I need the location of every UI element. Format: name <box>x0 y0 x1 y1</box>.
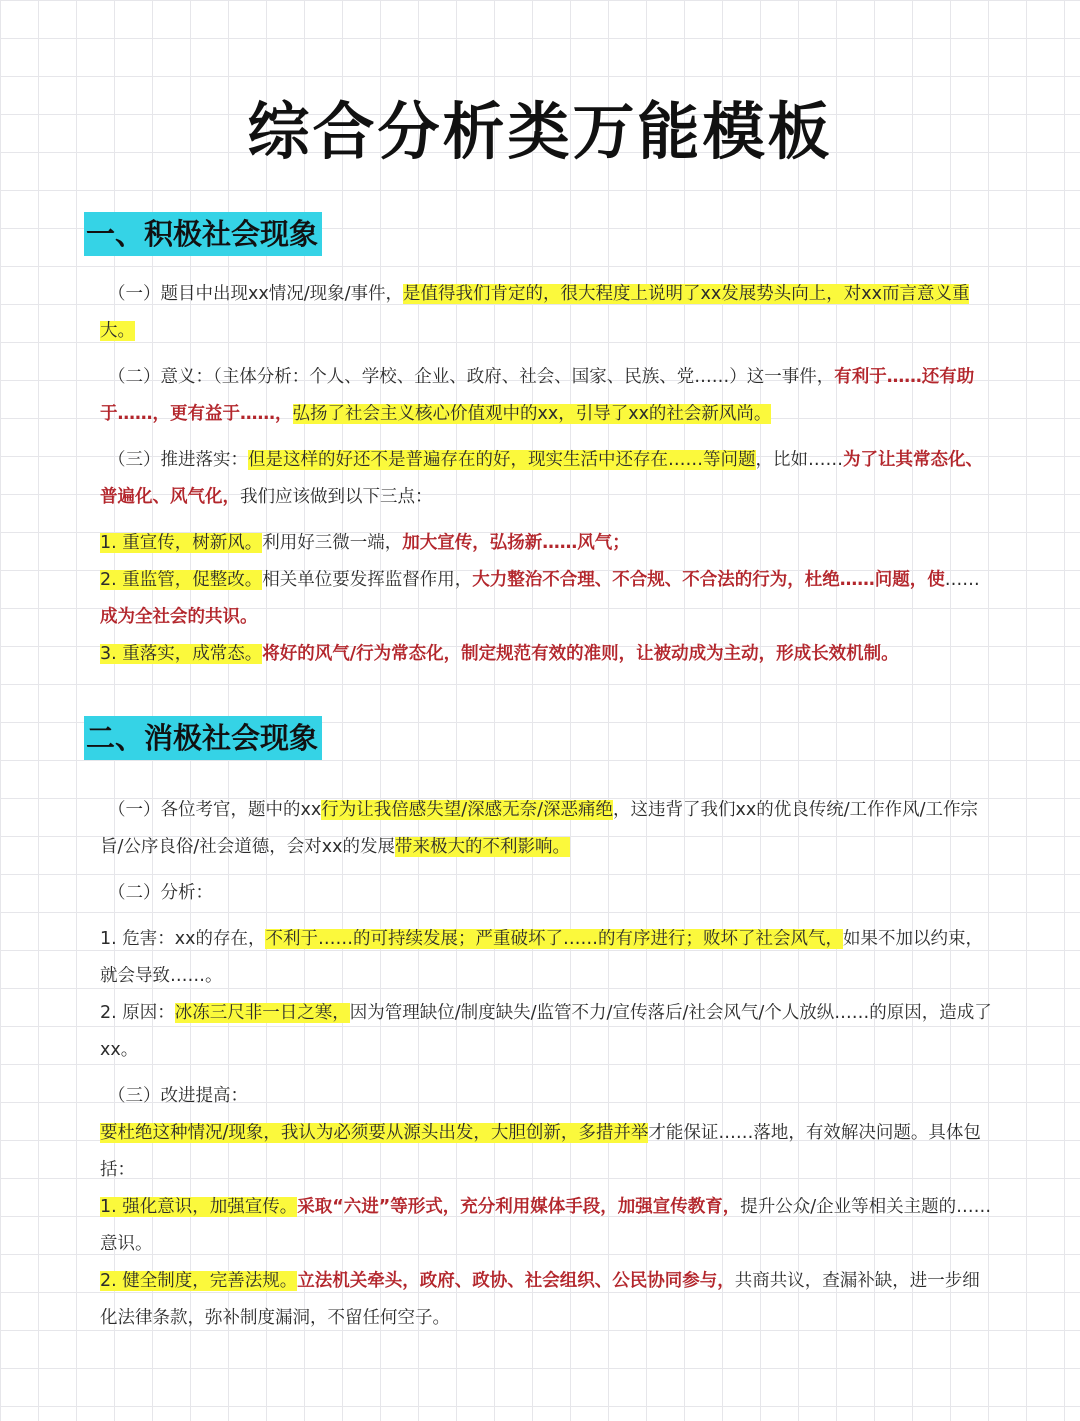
emphasis-run: 为了让其常态化、普遍化、风气化， <box>100 450 983 507</box>
section2-measure-item-2 <box>100 1263 995 1337</box>
text-run: （二）分析： <box>108 883 213 903</box>
section2-paragraph-3 <box>100 1078 995 1115</box>
highlight-run: 带来极大的不利影响。 <box>395 837 571 857</box>
emphasis-run: 成为全社会的共识。 <box>100 607 258 627</box>
section2-measure-item-1 <box>100 1189 995 1263</box>
highlight-run: 冰冻三尺非一日之寒， <box>174 1003 350 1023</box>
text-run: （一）题目中出现xx情况/现象/事件， <box>108 284 404 304</box>
text-run: 利用好三微一端， <box>262 533 403 553</box>
emphasis-run: 立法机关牵头，政府、政协、社会组织、公民协同参与， <box>297 1271 735 1291</box>
text-run: 我们应该做到以下三点： <box>240 487 433 507</box>
text-run: 共商共议，查漏补缺，进一步细化法律条款，弥补制度漏洞，不留任何空子。 <box>100 1271 980 1328</box>
section2-paragraph-4 <box>100 1115 995 1189</box>
section2-paragraph-2 <box>100 875 995 912</box>
highlight-run: 1. 重宣传，树新风。 <box>100 533 263 553</box>
text-run: …… <box>944 570 980 590</box>
text-run: ，这违背了我们xx的优良传统/工作作风/工作宗旨/公序良俗/社会道德，会对xx的发展 <box>100 800 979 857</box>
emphasis-run: 将好的风气/行为常态化，制定规范有效的准则，让被动成为主动，形成长效机制。 <box>262 644 899 664</box>
section2-body <box>100 792 995 1337</box>
emphasis-run: 采取“六进”等形式，充分利用媒体手段，加强宣传教育， <box>297 1197 741 1217</box>
section1-list-item-2 <box>100 562 995 636</box>
section1-paragraph-1 <box>100 276 995 350</box>
section1-body <box>100 276 995 682</box>
section2-analysis-item-2 <box>100 995 995 1069</box>
text-run: 如果不加以约束，就会导致……。 <box>100 929 983 986</box>
section-heading-negative: 二、消极社会现象 <box>84 716 322 760</box>
highlight-run: 2. 健全制度，完善法规。 <box>100 1271 298 1291</box>
emphasis-run: 加大宣传，弘扬新……风气； <box>402 533 630 553</box>
section2-paragraph-1 <box>100 792 995 866</box>
highlight-run: 但是这样的好还不是普遍存在的好，现实生活中还存在……等问题 <box>248 450 756 470</box>
text-run: （一）各位考官，题中的xx <box>108 800 322 820</box>
section1-paragraph-2 <box>100 359 995 433</box>
emphasis-run: 有利于……还有助于……，更有益于……， <box>100 367 975 424</box>
text-run: （二）意义：（主体分析：个人、学校、企业、政府、社会、国家、民族、党……）这一事件， <box>108 367 835 387</box>
section1-list-item-1 <box>100 525 995 562</box>
section2-analysis-item-1 <box>100 921 995 995</box>
text-run: （三）改进提高： <box>108 1086 248 1106</box>
page-title: 综合分析类万能模板 <box>247 95 833 168</box>
text-run: 才能保证……落地，有效解决问题。具体包括： <box>100 1123 981 1180</box>
section-heading-positive: 一、积极社会现象 <box>84 212 322 256</box>
section1-paragraph-3 <box>100 442 995 516</box>
highlight-run: 2. 重监管，促整改。 <box>100 570 263 590</box>
text-run: ，比如…… <box>755 450 843 470</box>
highlight-run: 不利于……的可持续发展；严重破坏了……的有序进行；败坏了社会风气， <box>265 929 843 949</box>
text-run: （三）推进落实： <box>108 450 248 470</box>
text-run: 提升公众/企业等相关主题的……意识。 <box>100 1197 992 1254</box>
text-run: 相关单位要发挥监督作用， <box>262 570 473 590</box>
highlight-run: 3. 重落实，成常态。 <box>100 644 263 664</box>
text-run: 2. 原因： <box>100 1003 175 1023</box>
highlight-run: 行为让我倍感失望/深感无奈/深恶痛绝 <box>321 800 614 820</box>
section1-list-item-3 <box>100 636 995 673</box>
highlight-run: 是值得我们肯定的，很大程度上说明了xx发展势头向上，对xx而言意义重大。 <box>100 284 970 341</box>
highlight-run: 弘扬了社会主义核心价值观中的xx，引导了xx的社会新风尚。 <box>292 404 772 424</box>
highlight-run: 1. 强化意识，加强宣传。 <box>100 1197 298 1217</box>
text-run: 1. 危害：xx的存在， <box>100 929 266 949</box>
highlight-run: 要杜绝这种情况/现象，我认为必须要从源头出发，大胆创新，多措并举 <box>100 1123 649 1143</box>
text-run: 因为管理缺位/制度缺失/监管不力/宣传落后/社会风气/个人放纵……的原因，造成了xx。 <box>100 1003 992 1060</box>
emphasis-run: 大力整治不合理、不合规、不合法的行为，杜绝……问题，使 <box>472 570 945 590</box>
